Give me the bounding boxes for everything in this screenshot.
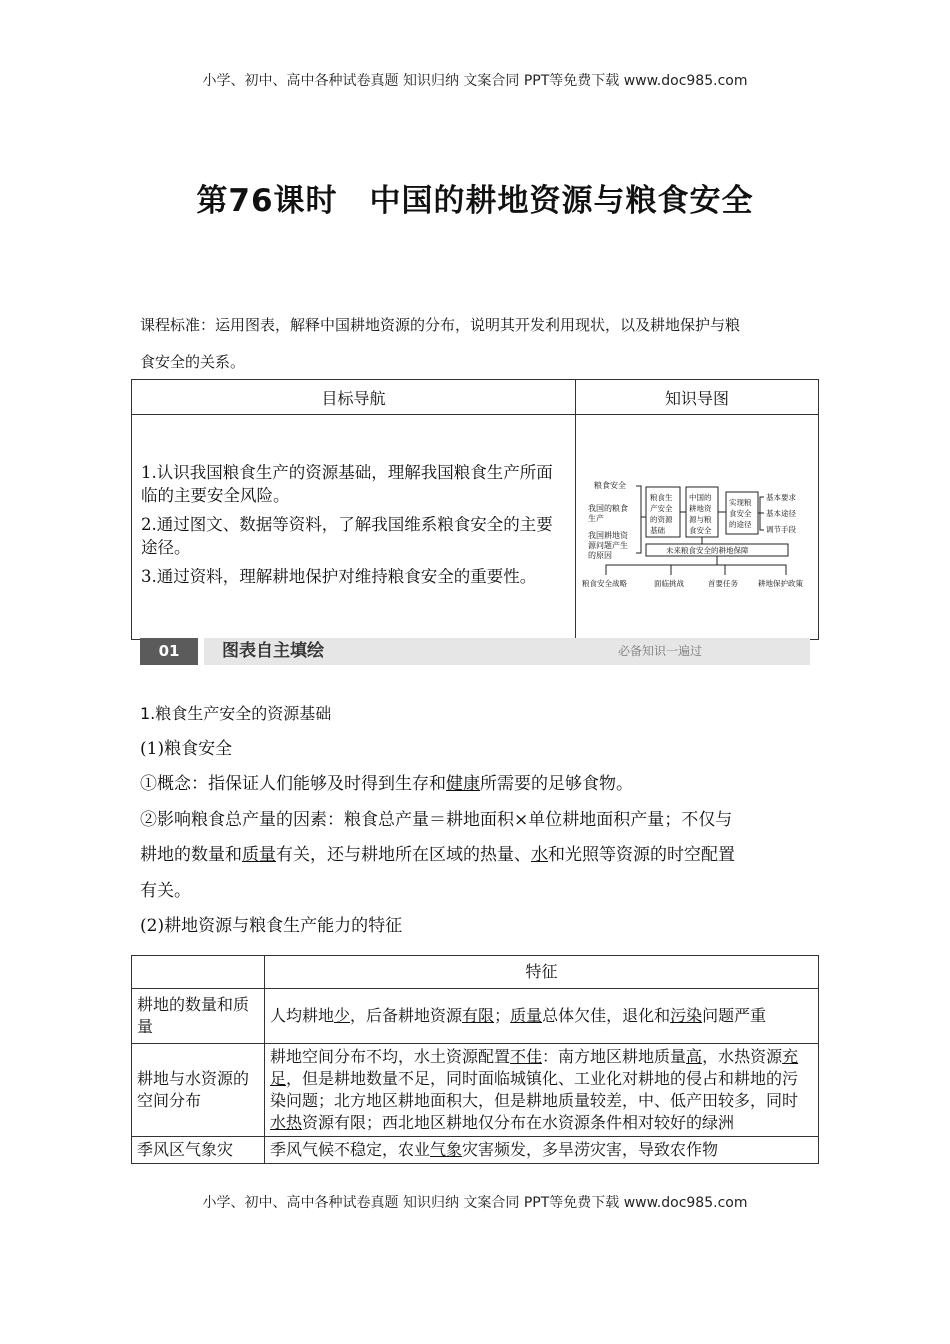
standard-line-2: 食安全的关系。 [140,353,246,371]
table-row [132,1044,819,1137]
svg-text:未来粮食安全的耕地保障: 未来粮食安全的耕地保障 [666,546,749,555]
paragraph-2-cont: 耕地的数量和质量有关，还与耕地所在区域的热量、水和光照等资源的时空配置 [140,845,735,865]
section-label: 图表自主填绘 [222,641,324,661]
goal-item: 2.通过图文、数据等资料，了解我国维系粮食安全的主要途径。 [141,514,553,557]
row-content: 季风气候不稳定，农业气象灾害频发，多旱涝灾害，导致农作物 [265,1137,819,1164]
svg-text:的资源: 的资源 [650,515,673,524]
row-content: 耕地空间分布不均，水土资源配置不佳：南方地区耕地质量高，水热资源充足，但是耕地数量不足，同时面临城镇化、工业化对耕地的侵占和耕地的污染问题；北方地区耕地面积大，但是耕地质量较差，中、低产田较多，同时水热资源有限；西北地区耕地仅分布在水资源条件相对较好的绿洲 [265,1044,819,1137]
table-row [132,989,819,1044]
mm-left: 的原因 [588,551,612,560]
svg-text:首要任务: 首要任务 [708,579,738,588]
mm-left: 我国的粮食 [588,504,628,513]
table-row [132,1137,819,1164]
page-header: 小学、初中、高中各种试卷真题 知识归纳 文案合同 PPT等免费下载 www.doc985.com [202,73,748,89]
feature-table [131,955,819,1164]
row-label: 耕地与水资源的空间分布 [132,1044,265,1137]
mm-left: 生产 [588,514,604,523]
section-sublabel: 必备知识一遍过 [618,644,703,658]
paragraph-2: ②影响粮食总产量的因素：粮食总产量＝耕地面积×单位耕地面积产量；不仅与 [140,809,733,830]
paragraph-1: ①概念：指保证人们能够及时得到生存和健康所需要的足够食物。 [140,774,633,794]
svg-text:源与粮: 源与粮 [689,515,712,524]
svg-text:食安全: 食安全 [729,509,752,518]
page-footer: 小学、初中、高中各种试卷真题 知识归纳 文案合同 PPT等免费下载 www.doc985.com [202,1195,748,1211]
row-label: 耕地的数量和质量 [132,989,265,1044]
svg-text:耕地保护政策: 耕地保护政策 [758,579,803,588]
heading-2: (1)粮食安全 [140,738,233,759]
svg-text:的途径: 的途径 [729,520,752,529]
row-content: 人均耕地少，后备耕地资源有限；质量总体欠佳，退化和污染问题严重 [265,989,819,1044]
body-text [140,696,820,945]
svg-text:食安全: 食安全 [689,526,712,535]
svg-text:中国的: 中国的 [689,493,712,502]
mindmap-header: 知识导图 [576,380,819,415]
heading-1: 1.粮食生产安全的资源基础 [140,704,332,723]
svg-text:基本要求: 基本要求 [766,493,796,502]
section-number: 01 [140,638,198,665]
svg-text:面临挑战: 面临挑战 [654,579,684,588]
svg-text:实现粮: 实现粮 [729,498,752,507]
mm-left: 源问题产生 [588,541,628,550]
svg-text:粮食生: 粮食生 [650,493,673,502]
goal-header: 目标导航 [132,380,576,415]
svg-text:基础: 基础 [650,526,665,535]
heading-3: (2)耕地资源与粮食生产能力的特征 [140,916,403,936]
svg-text:耕地资: 耕地资 [689,504,712,513]
mm-left: 粮食安全 [594,481,626,490]
goal-item: 3.通过资料，理解耕地保护对维持粮食安全的重要性。 [141,566,537,586]
page-title: 第76课时 中国的耕地资源与粮食安全 [196,183,754,219]
svg-text:粮食安全战略: 粮食安全战略 [582,579,627,588]
svg-text:调节手段: 调节手段 [766,525,796,534]
svg-text:基本途径: 基本途径 [766,509,796,518]
standard-line-1: 课程标准：运用图表，解释中国耕地资源的分布，说明其开发利用现状，以及耕地保护与粮 [140,316,741,334]
paragraph-2-end: 有关。 [140,880,191,901]
mm-left: 我国耕地资 [588,531,628,540]
row-label: 季风区气象灾 [132,1137,265,1164]
empty-header [132,956,265,989]
svg-text:产安全: 产安全 [650,504,673,513]
goal-item: 1.认识我国粮食生产的资源基础，理解我国粮食生产所面临的主要安全风险。 [141,462,553,505]
feature-header: 特征 [265,956,819,989]
